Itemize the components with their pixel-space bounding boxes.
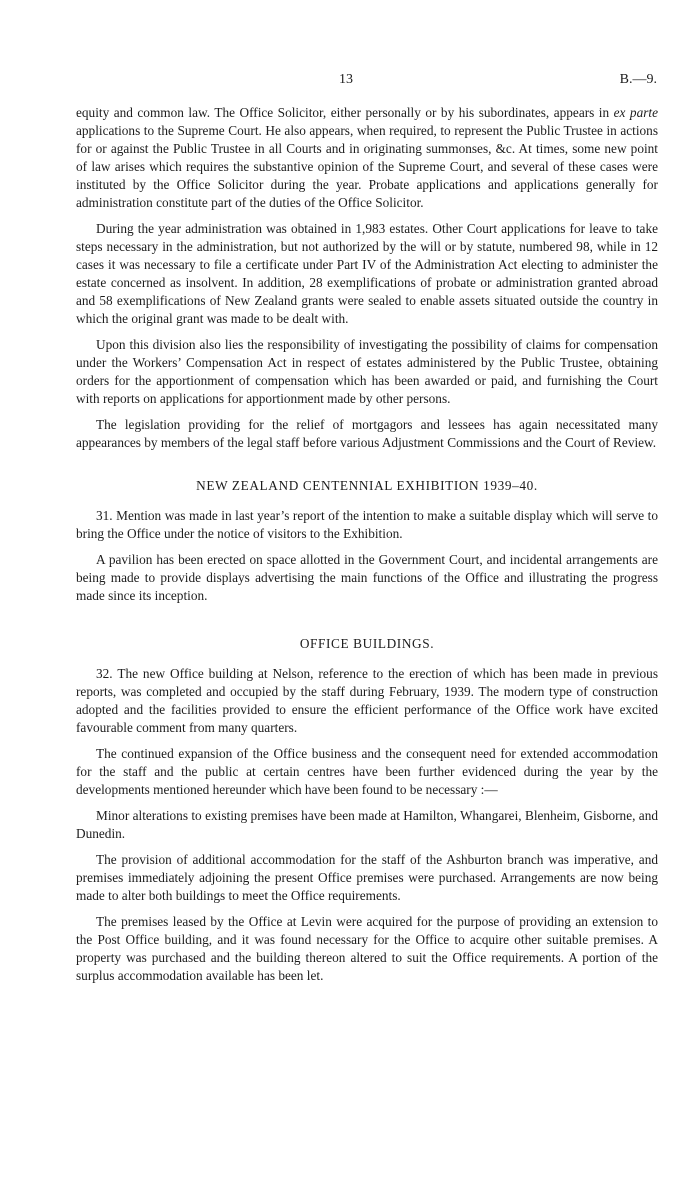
paragraph-workers-compensation: Upon this division also lies the responsibility of investigating the possibility of claims for compensation under the Workers’ Compensation Act in respect of estates administered by the Public Trustee, obtaining orders for the apportionment of compensation which has been awarded or paid, and furnishing the Court with reports on applications for apportionment made by other persons. [76, 337, 658, 406]
paragraph-mortgagors-relief: The legislation providing for the relief of mortgagors and lessees has again necessitated many appearances by members of the legal staff before various Adjustment Commissions and the Court of Review. [76, 417, 658, 450]
section-heading-exhibition: NEW ZEALAND CENTENNIAL EXHIBITION 1939–40. [196, 478, 538, 493]
paragraph-legal-duties: equity and common law. The Office Solicitor, either personally or by his subordinates, appears in ex parte applications to the Supreme Court. He also appears, when required, to represent the Public Trustee in actions for or against the Public Trustee in all Courts and in originating summonses, &c. At times, some new point of law arises which requires the substantive opinion of the Supreme Court, and several of these cases were instituted by the Office Solicitor during the year. Probate applications and applications generally for administration constitute part of the duties of the Office Solicitor. [76, 105, 658, 210]
italic-term: ex parte [613, 105, 658, 120]
paragraph-exhibition-pavilion: A pavilion has been erected on space allotted in the Government Court, and incidental arrangements are being made to provide displays advertising the main functions of the Office and illustrating the progress made since its inception. [76, 552, 658, 603]
paragraph-nelson-building: 32. The new Office building at Nelson, reference to the erection of which has been made in previous reports, was completed and occupied by the staff during February, 1939. The modern type of construction adopted and the facilities provided to ensure the efficient performance of the Office work have excited favourable comment from many quarters. [76, 666, 658, 735]
page-header [0, 72, 700, 96]
page-number: 13 [339, 72, 353, 87]
paragraph-levin: The premises leased by the Office at Levin were acquired for the purpose of providing an extension to the Post Office building, and it was found necessary for the Office to acquire other suitable premises. A property was purchased and the building thereon altered to suit the Office requirements. A portion of the surplus accommodation available has been let. [76, 914, 658, 983]
paragraph-ashburton: The provision of additional accommodation for the staff of the Ashburton branch was imperative, and premises immediately adjoining the present Office premises were purchased. Arrangements are now being made to alter both buildings to meet the Office requirements. [76, 852, 658, 903]
document-body [76, 104, 658, 993]
paragraph-administration-stats: During the year administration was obtained in 1,983 estates. Other Court applications for leave to take steps necessary in the administration, but not authorized by the will or by statute, numbered 98, while in 12 cases it was necessary to file a certificate under Part IV of the Administration Act electing to administer the estate concerned as insolvent. In addition, 28 exemplifications of probate or administration granted abroad and 58 exemplifications of New Zealand grants were sealed to enable assets situated outside the country in which the original grant was made to be dealt with. [76, 221, 658, 326]
document-reference: B.—9. [619, 72, 657, 87]
section-heading-office-buildings: OFFICE BUILDINGS. [299, 636, 435, 651]
paragraph-minor-alterations: Minor alterations to existing premises have been made at Hamilton, Whangarei, Blenheim, Gisborne, and Dunedin. [76, 808, 658, 841]
paragraph-expansion: The continued expansion of the Office business and the consequent need for extended accommodation for the staff and the public at certain centres have been further evidenced during the year by the developments mentioned hereunder which have been found to be necessary :— [76, 746, 658, 797]
paragraph-exhibition-display: 31. Mention was made in last year’s report of the intention to make a suitable display which will serve to bring the Office under the notice of visitors to the Exhibition. [76, 508, 658, 541]
